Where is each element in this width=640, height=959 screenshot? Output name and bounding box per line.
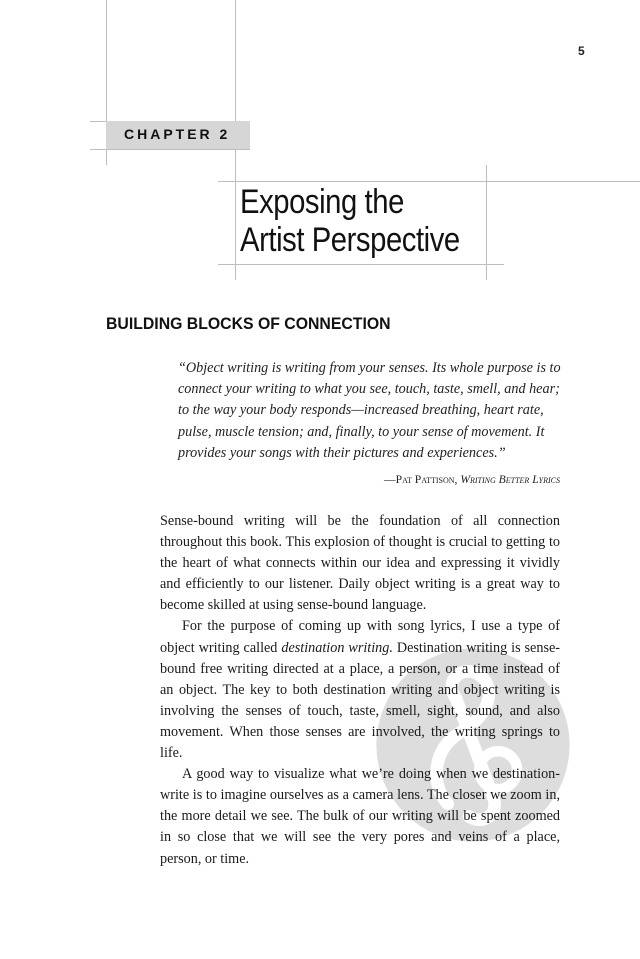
body-text xyxy=(160,511,560,870)
decorative-rule xyxy=(486,165,487,280)
epigraph-text: “Object writing is writing from your senses. Its whole purpose is to connect your writing to what you see, touch, taste, smell, and hear; to the way your body responds—increased breathing, heart rate, pulse, muscle tension; and, finally, to your sense of movement. It provides your songs with their pictures and experiences.” xyxy=(178,360,561,461)
decorative-rule xyxy=(90,149,250,150)
chapter-title-line-2: Artist Perspective xyxy=(240,221,460,259)
attribution-dash: — xyxy=(384,473,396,486)
attribution-separator: , xyxy=(454,473,461,486)
decorative-rule xyxy=(218,264,504,265)
attribution-work: Writing Better Lyrics xyxy=(460,473,560,486)
body-paragraph-3: A good way to visualize what we’re doing when we destination-write is to imagine ourselves as a camera lens. The closer we zoom in, the more detail we see. The bulk of our writing will be spent zoomed in so close that we will see the very pores and veins of a place, person, or time. xyxy=(160,766,560,867)
chapter-title xyxy=(240,183,464,259)
attribution-author: Pat Pattison xyxy=(395,473,455,486)
epigraph-quote xyxy=(178,358,563,464)
body-paragraph-2-part-2: Destination writing is sense-bound free writing directed at a place, a person, or a time instead of an object. The key to both destination writing and object writing is involving the senses of touch, taste, smell, sight, sound, and also movement. When those senses are involved, the writing springs to life. xyxy=(160,639,560,762)
decorative-rule xyxy=(235,165,236,280)
body-paragraph-2-emphasis: destination writing. xyxy=(281,639,393,656)
body-paragraph-2-part-1: For the purpose of coming up with song lyrics, I use a type of object writing called xyxy=(160,618,560,656)
page-number: 5 xyxy=(578,44,585,58)
epigraph-attribution xyxy=(300,473,560,486)
chapter-label: CHAPTER 2 xyxy=(124,126,231,142)
body-paragraph-1: Sense-bound writing will be the foundation of all connection throughout this book. This explosion of thought is crucial to getting to the heart of what connects within our idea and expressing it vividly and efficiently to our listener. Daily object writing is a great way to become skilled at using sense-bound language. xyxy=(160,513,560,614)
decorative-rule xyxy=(218,181,640,182)
body-paragraph-2 xyxy=(160,616,560,764)
section-heading: BUILDING BLOCKS OF CONNECTION xyxy=(106,314,391,333)
chapter-title-line-1: Exposing the xyxy=(240,183,404,221)
